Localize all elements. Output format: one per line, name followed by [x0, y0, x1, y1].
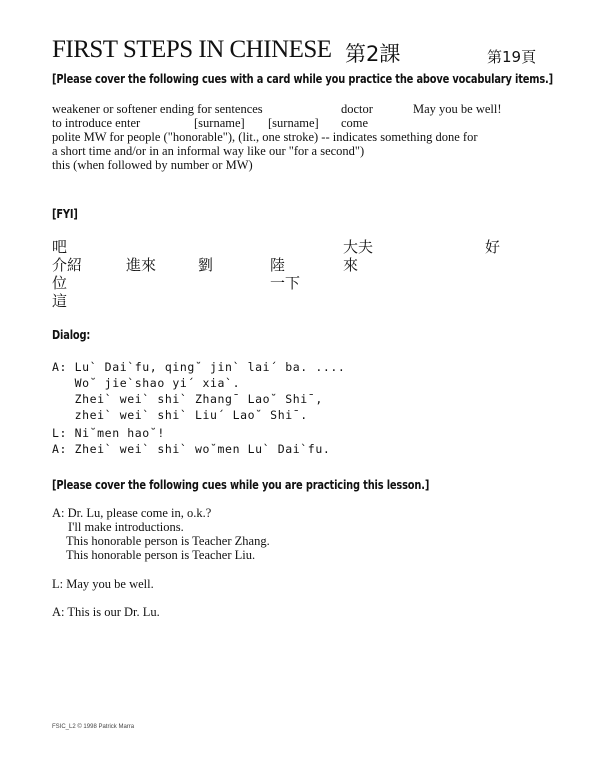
char-liu: 劉	[198, 256, 214, 274]
cue-jieshao-jinlai: to introduce enter	[52, 116, 141, 130]
char-lu: 陸	[270, 256, 286, 274]
dialog-line: L: Ni˘men hao˘!	[52, 426, 165, 440]
translation-line: A: Dr. Lu, please come in, o.k.?	[52, 506, 212, 520]
char-ba: 吧	[52, 238, 68, 256]
char-dafu: 大夫	[343, 238, 374, 256]
cue-zhe: this (when followed by number or MW)	[52, 158, 253, 172]
cue-liu: [surname]	[194, 116, 245, 130]
cue-dafu: doctor	[341, 102, 373, 116]
translation-line: L: May you be well.	[52, 577, 154, 591]
cue-wei-yixia: polite MW for people ("honorable"), (lit., one stroke) -- indicates something done for	[52, 130, 478, 144]
footer-copyright: FSIC_L2 © 1998 Patrick Marra	[52, 724, 135, 730]
cue-lai: come	[341, 116, 369, 130]
char-wei: 位	[52, 274, 68, 292]
translation-line: I'll make introductions.	[68, 520, 184, 534]
char-jieshao: 介紹	[52, 256, 83, 274]
page-title: FIRST STEPS IN CHINESE	[52, 36, 332, 63]
lesson-number: 第2課	[345, 42, 401, 66]
char-zhe: 這	[52, 292, 68, 310]
cue-lu: [surname]	[268, 116, 319, 130]
cue-hao: May you be well!	[413, 102, 502, 116]
dialog-line: Zhei` wei` shi` Zhang¯ Lao˘ Shi¯,	[52, 392, 323, 406]
char-lai: 來	[343, 256, 359, 274]
cue-yixia-cont: a short time and/or in an informal way like our "for a second")	[52, 144, 365, 158]
dialog-line: Wo˘ jie`shao yi´ xia`.	[52, 376, 241, 390]
dialog-line: A: Lu` Dai`fu, qing˘ jin` lai´ ba. ....	[52, 360, 346, 374]
cover-note-lesson: [Please cover the following cues while you are practicing this lesson.]	[52, 478, 430, 492]
translation-line: This honorable person is Teacher Zhang.	[66, 534, 270, 548]
char-hao: 好	[485, 238, 501, 256]
fyi-label: [FYI]	[52, 207, 78, 221]
dialog-label: Dialog:	[52, 328, 91, 342]
cover-note-vocab: [Please cover the following cues with a card while you practice the above vocabulary items.]	[52, 72, 553, 86]
char-yixia: 一下	[270, 274, 301, 292]
translation-line: This honorable person is Teacher Liu.	[66, 548, 256, 562]
cue-ba: weakener or softener ending for sentences	[52, 102, 263, 116]
char-jinlai: 進來	[126, 256, 157, 274]
page-number: 第19頁	[487, 48, 537, 66]
translation-line: A: This is our Dr. Lu.	[52, 605, 160, 619]
dialog-line: zhei` wei` shi` Liu´ Lao˘ Shi¯.	[52, 408, 308, 422]
dialog-line: A: Zhei` wei` shi` wo˘men Lu` Dai`fu.	[52, 442, 331, 456]
